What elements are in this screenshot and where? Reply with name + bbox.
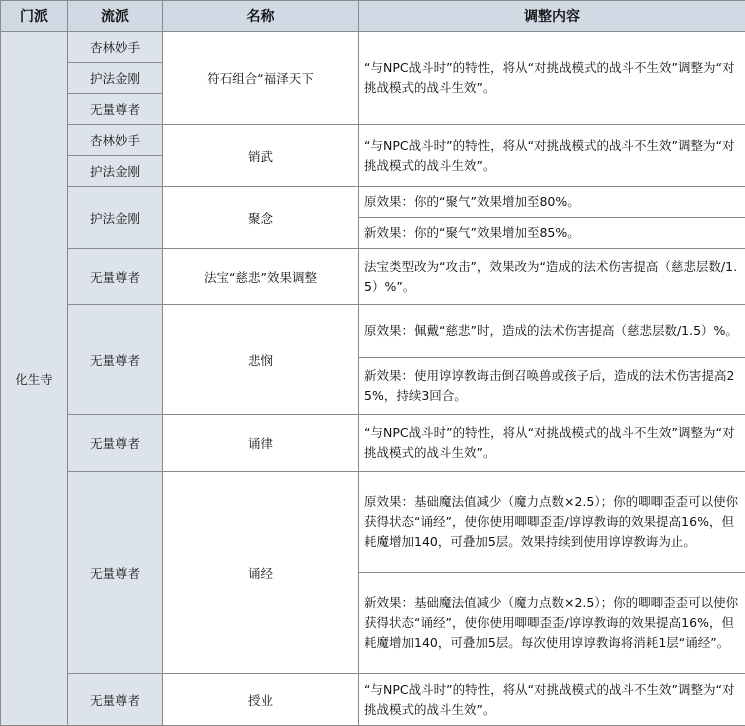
header-sect: 门派	[1, 1, 68, 32]
school-cell: 无量尊者	[68, 415, 163, 472]
content-text: 原效果：基础魔法值减少（魔力点数×2.5）；你的唧唧歪歪可以使你获得状态“诵经”，使你使用唧唧歪歪/谆谆教诲的效果提高16%，但耗魔增加140，可叠加5层。效果持续到使用谆谆教诲为止。	[364, 492, 740, 552]
content-text: “与NPC战斗时”的特性，将从“对挑战模式的战斗不生效”调整为“对挑战模式的战斗生效”。	[364, 136, 740, 176]
header-row	[1, 1, 745, 32]
content-text: 新效果：基础魔法值减少（魔力点数×2.5）；你的唧唧歪歪可以使你获得状态“诵经”，使你使用唧唧歪歪/谆谆教诲的效果提高16%，但耗魔增加140，可叠加5层。每次使用谆谆教诲将消耗1层“诵经”。	[364, 593, 740, 653]
school-cell: 杏林妙手	[68, 32, 163, 63]
table-row	[1, 187, 745, 218]
content-text: “与NPC战斗时”的特性，将从“对挑战模式的战斗不生效”调整为“对挑战模式的战斗生效”。	[364, 58, 740, 98]
skill-name-cell: 诵经	[163, 472, 359, 674]
table-row	[1, 472, 745, 573]
content-cell	[359, 32, 745, 125]
school-cell: 无量尊者	[68, 249, 163, 305]
skill-name-cell: 法宝“慈悲”效果调整	[163, 249, 359, 305]
table-row	[1, 32, 745, 63]
school-cell: 无量尊者	[68, 94, 163, 125]
table-row	[1, 249, 745, 305]
content-text: “与NPC战斗时”的特性，将从“对挑战模式的战斗不生效”调整为“对挑战模式的战斗生效”。	[364, 680, 740, 720]
school-cell: 杏林妙手	[68, 125, 163, 156]
school-cell: 无量尊者	[68, 305, 163, 415]
content-cell	[359, 415, 745, 472]
school-cell: 护法金刚	[68, 156, 163, 187]
skill-name-cell: 符石组合“福泽天下	[163, 32, 359, 125]
table-row	[1, 305, 745, 358]
skill-name-cell: 诵律	[163, 415, 359, 472]
skill-name-cell: 悲悯	[163, 305, 359, 415]
content-cell	[359, 674, 745, 726]
table-row	[1, 125, 745, 156]
content-cell	[359, 305, 745, 358]
content-cell	[359, 187, 745, 218]
school-cell: 无量尊者	[68, 472, 163, 674]
school-cell: 护法金刚	[68, 63, 163, 94]
content-text: 新效果：你的“聚气”效果增加至85%。	[364, 223, 740, 243]
content-cell	[359, 472, 745, 573]
table-row	[1, 674, 745, 726]
header-content: 调整内容	[359, 1, 745, 32]
header-name: 名称	[163, 1, 359, 32]
content-text: 法宝类型改为“攻击”，效果改为“造成的法术伤害提高（慈悲层数/1.5）%”。	[364, 257, 740, 297]
content-text: 新效果：使用谆谆教诲击倒召唤兽或孩子后，造成的法术伤害提高25%，持续3回合。	[364, 366, 740, 406]
content-cell	[359, 125, 745, 187]
content-cell	[359, 573, 745, 674]
content-cell	[359, 358, 745, 415]
content-text: 原效果：你的“聚气”效果增加至80%。	[364, 192, 740, 212]
content-text: “与NPC战斗时”的特性，将从“对挑战模式的战斗不生效”调整为“对挑战模式的战斗生效”。	[364, 423, 740, 463]
content-cell	[359, 218, 745, 249]
header-school: 流派	[68, 1, 163, 32]
skill-name-cell: 授业	[163, 674, 359, 726]
table-row	[1, 415, 745, 472]
school-cell: 护法金刚	[68, 187, 163, 249]
content-cell	[359, 249, 745, 305]
skill-name-cell: 聚念	[163, 187, 359, 249]
school-cell: 无量尊者	[68, 674, 163, 726]
sect-cell: 化生寺	[1, 32, 68, 726]
skill-name-cell: 销武	[163, 125, 359, 187]
content-text: 原效果：佩戴“慈悲”时，造成的法术伤害提高（慈悲层数/1.5）%。	[364, 321, 740, 341]
